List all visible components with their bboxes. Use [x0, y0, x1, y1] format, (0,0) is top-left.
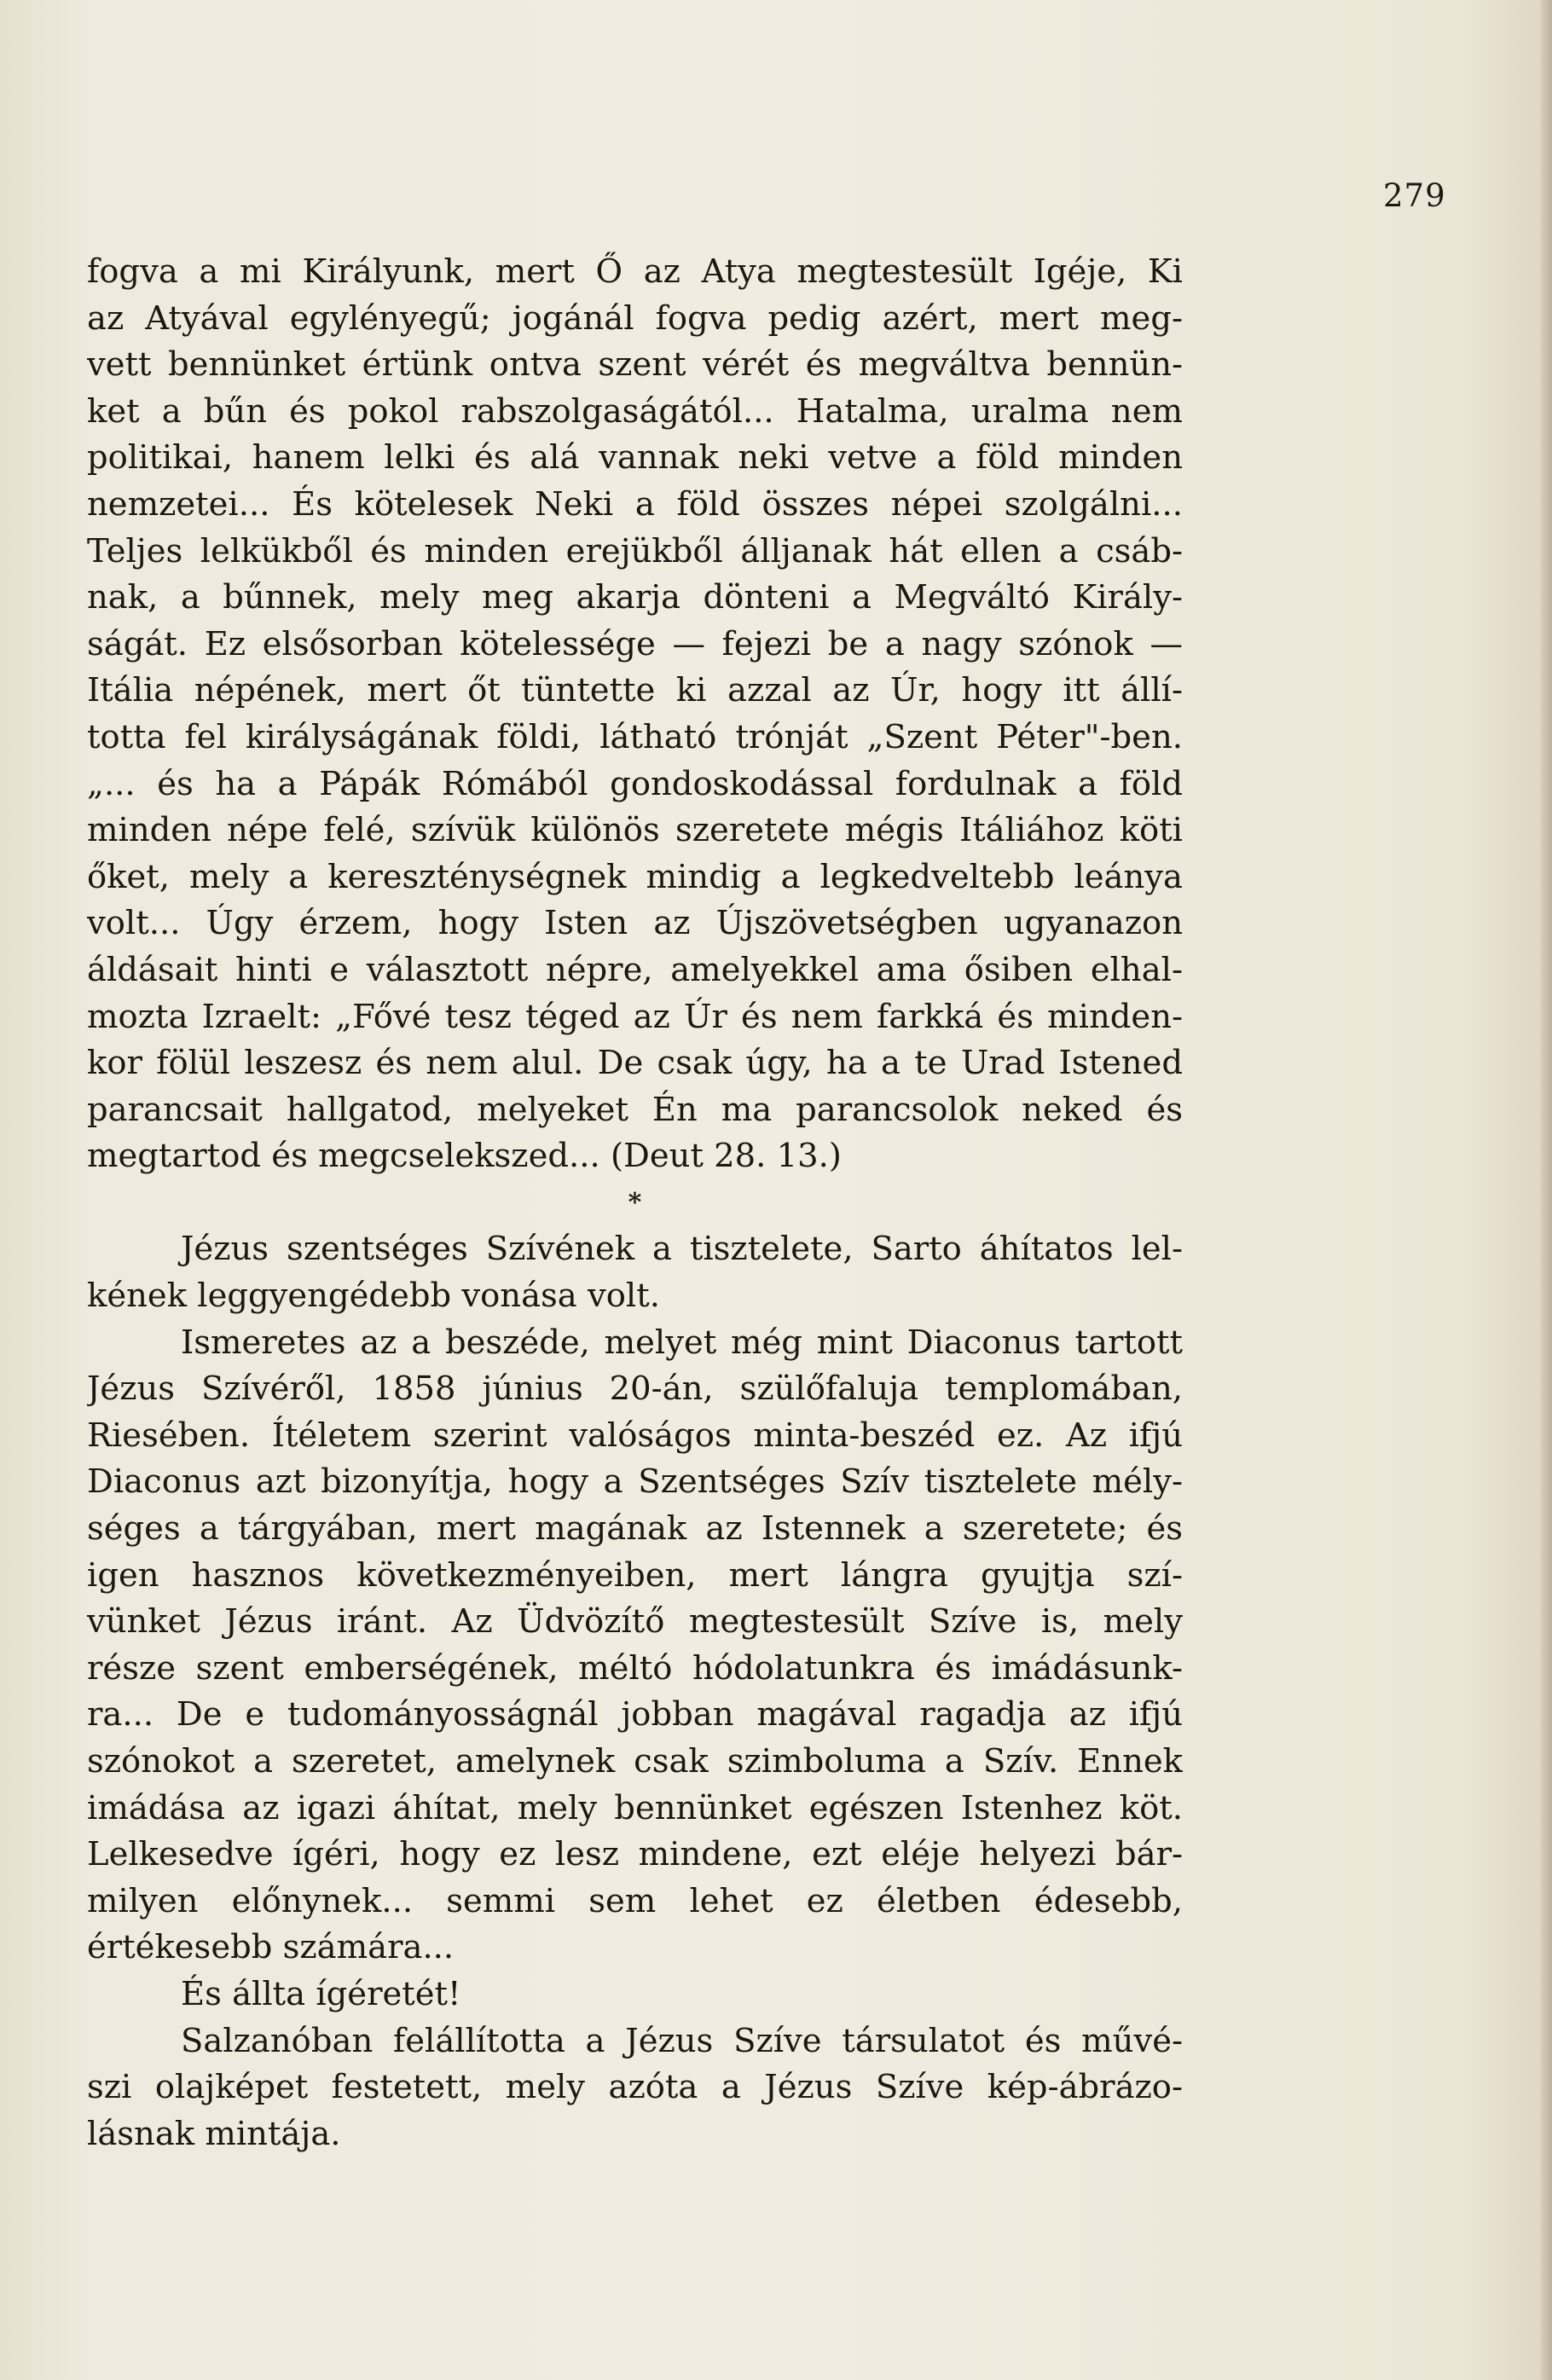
text-line: értékesebb számára... — [87, 1928, 455, 1967]
text-line: Itália népének, mert őt tüntette ki azzal az Úr, hogy itt állí- — [87, 671, 1183, 710]
text-line: Jézus Szívéről, 1858 június 20-án, szülőfaluja templomában, — [87, 1370, 1183, 1409]
text-line: szónokot a szeretet, amelynek csak szimboluma a Szív. Ennek — [87, 1742, 1183, 1781]
text-line: ra... De e tudományosságnál jobban magával ragadja az ifjú — [87, 1695, 1183, 1734]
text-line: ságát. Ez elsősorban kötelessége — fejezi be a nagy szónok — — [87, 624, 1183, 663]
body-text — [87, 249, 1183, 2157]
page-edge — [1540, 0, 1552, 2380]
section-separator: * — [628, 1187, 642, 1218]
text-line: mozta Izraelt: „Fővé tesz téged az Úr és nem farkká és minden- — [87, 997, 1183, 1036]
text-line: parancsait hallgatod, melyeket Én ma parancsolok neked és — [87, 1090, 1183, 1129]
text-line: politikai, hanem lelki és alá vannak neki vetve a föld minden — [87, 438, 1183, 478]
text-line: nak, a bűnnek, mely meg akarja dönteni a Megváltó Király- — [87, 578, 1183, 617]
text-line: milyen előnynek... semmi sem lehet ez életben édesebb, — [87, 1881, 1183, 1920]
text-line: Salzanóban felállította a Jézus Szíve társulatot és művé- — [181, 2021, 1183, 2060]
text-line: Ismeretes az a beszéde, melyet még mint Diaconus tartott — [181, 1323, 1183, 1362]
text-line: kének leggyengédebb vonása volt. — [87, 1277, 660, 1316]
text-line: Diaconus azt bizonyítja, hogy a Szentséges Szív tisztelete mély- — [87, 1462, 1183, 1502]
text-line: És állta ígéretét! — [181, 1974, 461, 2013]
text-line: szi olajképet festetett, mely azóta a Jézus Szíve kép-ábrázo- — [87, 2068, 1183, 2107]
text-line: lásnak mintája. — [87, 2114, 341, 2153]
text-line: fogva a mi Királyunk, mert Ő az Atya megtestesült Igéje, Ki — [87, 252, 1183, 291]
text-line: vünket Jézus iránt. Az Üdvözítő megtestesült Szíve is, mely — [87, 1602, 1183, 1642]
text-line: Jézus szentséges Szívének a tisztelete, Sarto áhítatos lel- — [181, 1230, 1183, 1269]
text-line: ket a bűn és pokol rabszolgaságától... Hatalma, uralma nem — [87, 391, 1183, 431]
text-line: „... és ha a Pápák Rómából gondoskodással fordulnak a föld — [87, 764, 1183, 803]
text-line: áldásait hinti e választott népre, amelyekkel ama ősiben elhal- — [87, 950, 1183, 989]
text-line: az Atyával egylényegű; jogánál fogva pedig azért, mert meg- — [87, 298, 1183, 338]
text-line: Lelkesedve ígéri, hogy ez lesz mindene, ezt eléje helyezi bár- — [87, 1835, 1183, 1874]
text-line: Teljes lelkükből és minden erejükből álljanak hát ellen a csáb- — [87, 531, 1183, 570]
text-line: része szent emberségének, méltó hódolatunkra és imádásunk- — [87, 1648, 1183, 1688]
text-line: igen hasznos következményeiben, mert lángra gyujtja szí- — [87, 1555, 1183, 1595]
text-line: kor fölül leszesz és nem alul. De csak úgy, ha a te Urad Istened — [87, 1044, 1183, 1083]
text-line: volt... Úgy érzem, hogy Isten az Újszövetségben ugyanazon — [87, 904, 1183, 943]
text-line: őket, mely a kereszténységnek mindig a legkedveltebb leánya — [87, 857, 1183, 896]
text-line: vett bennünket értünk ontva szent vérét és megváltva bennün- — [87, 345, 1183, 385]
page-number: 279 — [1383, 177, 1446, 214]
text-line: minden népe felé, szívük különös szeretete mégis Itáliához köti — [87, 811, 1183, 850]
text-line: megtartod és megcselekszed... (Deut 28. 13.) — [87, 1137, 842, 1176]
text-line: séges a tárgyában, mert magának az Istennek a szeretete; és — [87, 1509, 1183, 1549]
text-line: totta fel királyságának földi, látható trónját „Szent Péter"-ben. — [87, 717, 1183, 756]
text-line: Riesében. Ítéletem szerint valóságos minta-beszéd ez. Az ifjú — [87, 1416, 1183, 1455]
text-line: nemzetei... És kötelesek Neki a föld összes népei szolgálni... — [87, 484, 1183, 524]
text-line: imádása az igazi áhítat, mely bennünket egészen Istenhez köt. — [87, 1788, 1183, 1827]
